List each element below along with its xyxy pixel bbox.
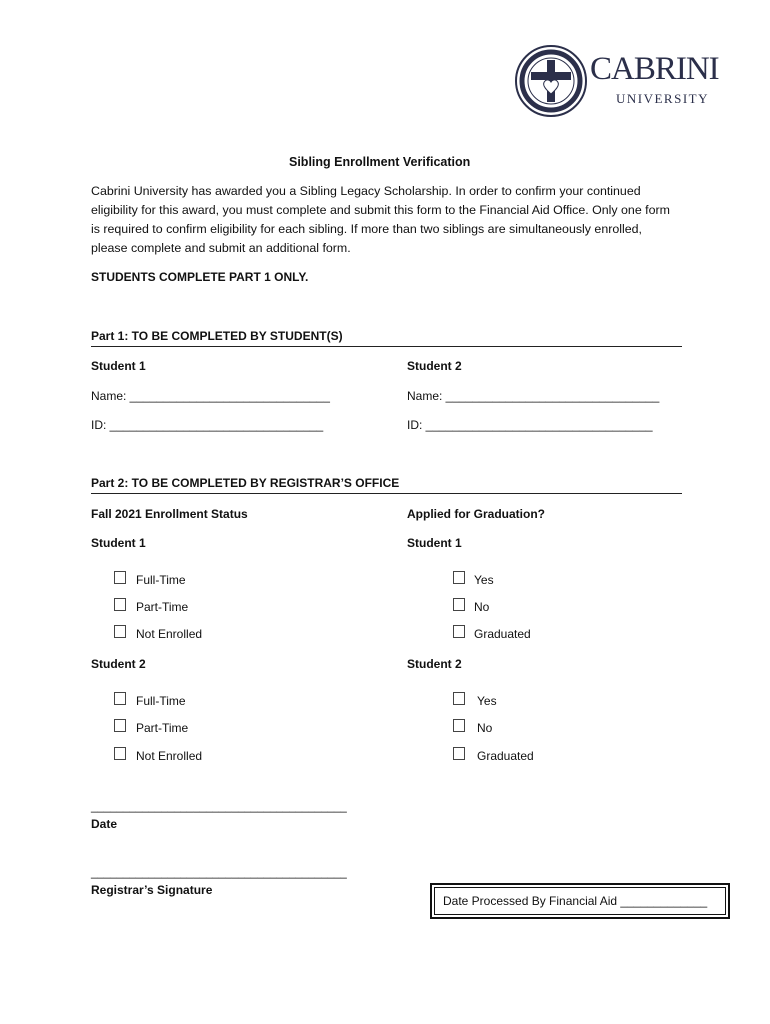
logo-name-bottom: UNIVERSITY (616, 91, 709, 106)
part2-divider (91, 493, 682, 494)
student1-label: Student 1 (91, 359, 146, 373)
graduation-student1-label: Student 1 (407, 536, 462, 550)
s1-graduated-label: Graduated (474, 627, 531, 641)
s1-not-enrolled-checkbox[interactable] (114, 625, 126, 638)
s2-not-enrolled-checkbox[interactable] (114, 747, 126, 760)
university-seal-icon (514, 44, 588, 118)
student2-name-field[interactable]: Name: ________________________________ (407, 389, 660, 403)
student1-id-field[interactable]: ID: ________________________________ (91, 418, 324, 432)
logo-name-top: CABRINI (590, 51, 719, 87)
student2-label: Student 2 (407, 359, 462, 373)
s1-no-checkbox[interactable] (453, 598, 465, 611)
enrollment-status-heading: Fall 2021 Enrollment Status (91, 507, 248, 521)
graduation-heading: Applied for Graduation? (407, 507, 545, 521)
s2-graduated-checkbox[interactable] (453, 747, 465, 760)
signature-label: Registrar’s Signature (91, 883, 213, 897)
s2-no-label: No (477, 721, 493, 735)
s2-not-enrolled-label: Not Enrolled (136, 749, 203, 763)
s1-part-time-checkbox[interactable] (114, 598, 126, 611)
s2-no-checkbox[interactable] (453, 719, 465, 732)
financial-aid-processed-box (430, 883, 730, 919)
s2-part-time-checkbox[interactable] (114, 719, 126, 732)
part1-heading: Part 1: TO BE COMPLETED BY STUDENT(S) (91, 329, 343, 343)
part1-divider (91, 346, 682, 347)
s1-graduated-checkbox[interactable] (453, 625, 465, 638)
s2-part-time-label: Part-Time (136, 721, 189, 735)
part2-heading: Part 2: TO BE COMPLETED BY REGISTRAR’S OFFICE (91, 476, 400, 490)
s2-yes-label: Yes (477, 694, 497, 708)
s2-full-time-checkbox[interactable] (114, 692, 126, 705)
form-title: Sibling Enrollment Verification (289, 155, 471, 169)
enrollment-student2-label: Student 2 (91, 657, 146, 671)
s2-full-time-label: Full-Time (136, 694, 186, 708)
date-label: Date (91, 817, 118, 831)
s2-yes-checkbox[interactable] (453, 692, 465, 705)
intro-paragraph: Cabrini University has awarded you a Sibling Legacy Scholarship. In order to confirm your continued eligibility for this award, you must complete and submit this form to the Financial Aid Office. Only one form is required to confirm eligibility for each sibling. If more than two siblings are simultaneously enrolled, please complete and submit an additional form. (91, 184, 670, 255)
s1-no-label: No (474, 600, 490, 614)
s1-full-time-checkbox[interactable] (114, 571, 126, 584)
student1-name-field[interactable]: Name: ______________________________ (91, 389, 330, 403)
instruction-text: STUDENTS COMPLETE PART 1 ONLY. (91, 270, 309, 284)
s2-graduated-label: Graduated (477, 749, 534, 763)
student2-id-field[interactable]: ID: __________________________________ (407, 418, 653, 432)
date-line[interactable]: ________________________________________ (91, 801, 347, 813)
graduation-student2-label: Student 2 (407, 657, 462, 671)
s1-not-enrolled-label: Not Enrolled (136, 627, 203, 641)
signature-line[interactable]: ________________________________________ (91, 867, 347, 879)
university-logo (514, 44, 729, 118)
s1-yes-checkbox[interactable] (453, 571, 465, 584)
s1-part-time-label: Part-Time (136, 600, 189, 614)
s1-yes-label: Yes (474, 573, 494, 587)
s1-full-time-label: Full-Time (136, 573, 186, 587)
enrollment-student1-label: Student 1 (91, 536, 146, 550)
processed-date-field[interactable]: Date Processed By Financial Aid _____________ (443, 894, 708, 908)
